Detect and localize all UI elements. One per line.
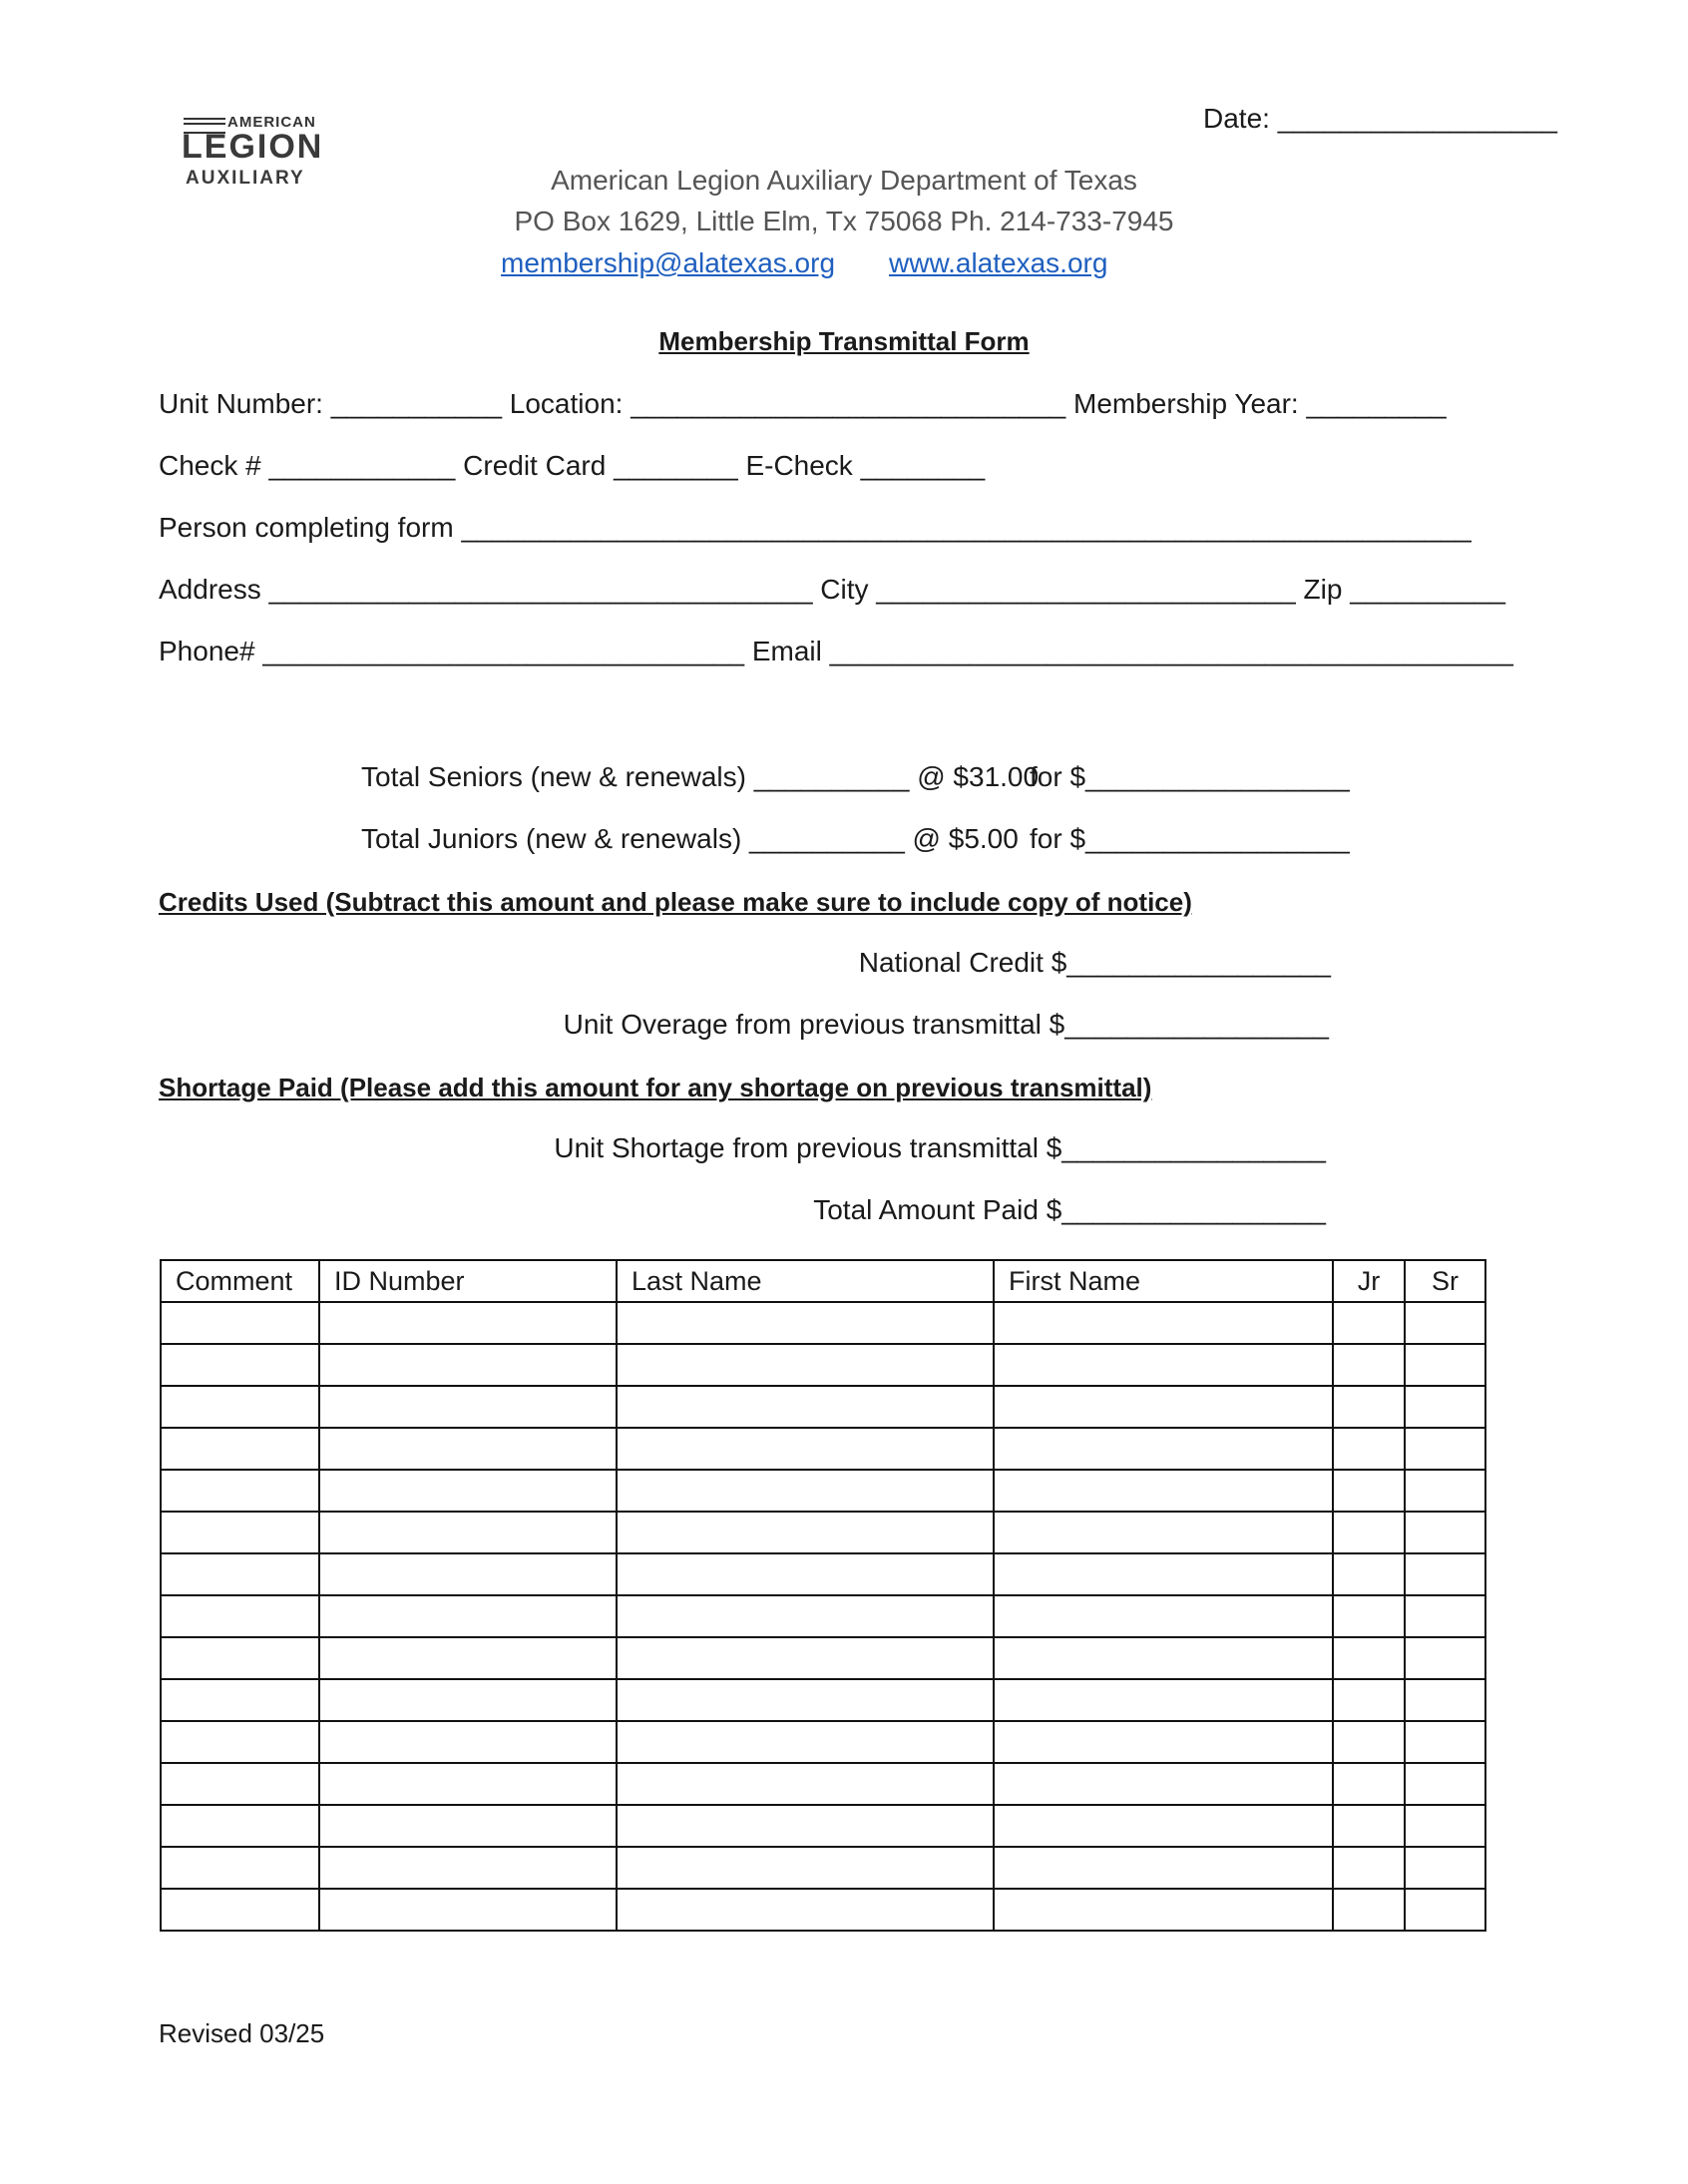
table-cell[interactable] [1333,1512,1405,1553]
org-name: American Legion Auxiliary Department of Texas [551,165,1137,196]
table-row [161,1679,1485,1721]
total-juniors-amount[interactable]: for $_________________ [1030,823,1350,854]
table-cell[interactable] [1405,1344,1485,1386]
column-header-jr: Jr [1333,1260,1405,1302]
table-cell[interactable] [994,1847,1333,1889]
table-cell[interactable] [617,1512,994,1553]
member-table [160,1259,1486,1932]
logo-line-legion: LEGION [182,128,324,166]
national-credit-field[interactable]: National Credit $_________________ [858,947,1331,978]
table-cell[interactable] [994,1470,1333,1512]
table-row [161,1595,1485,1637]
table-cell[interactable] [161,1721,319,1763]
table-cell[interactable] [1405,1889,1485,1931]
table-cell[interactable] [617,1302,994,1344]
table-header-row [161,1260,1485,1302]
table-cell[interactable] [161,1344,319,1386]
table-cell[interactable] [617,1763,994,1805]
table-cell[interactable] [994,1386,1333,1428]
table-cell[interactable] [1333,1428,1405,1470]
table-cell[interactable] [161,1512,319,1553]
table-cell[interactable] [994,1889,1333,1931]
table-cell[interactable] [1333,1889,1405,1931]
table-cell[interactable] [994,1553,1333,1595]
table-cell[interactable] [1405,1512,1485,1553]
person-completing-field[interactable]: Person completing form _________________________________________________________________ [159,512,1472,543]
column-header-id-number: ID Number [319,1260,617,1302]
table-cell[interactable] [994,1302,1333,1344]
table-cell[interactable] [617,1889,994,1931]
table-row [161,1553,1485,1595]
shortage-paid-heading: Shortage Paid (Please add this amount for any shortage on previous transmittal) [159,1073,1152,1102]
table-cell[interactable] [1405,1637,1485,1679]
table-cell[interactable] [319,1553,617,1595]
table-cell[interactable] [1405,1386,1485,1428]
table-cell[interactable] [1405,1847,1485,1889]
table-row [161,1428,1485,1470]
table-cell[interactable] [161,1386,319,1428]
table-cell[interactable] [1405,1721,1485,1763]
table-cell[interactable] [319,1763,617,1805]
table-row [161,1763,1485,1805]
table-row [161,1637,1485,1679]
table-cell[interactable] [994,1512,1333,1553]
total-seniors-field[interactable]: Total Seniors (new & renewals) __________ @ $31.00 [361,761,1040,792]
table-cell[interactable] [1333,1721,1405,1763]
table-cell[interactable] [161,1302,319,1344]
table-cell[interactable] [617,1344,994,1386]
table-cell[interactable] [1333,1553,1405,1595]
column-header-last-name: Last Name [617,1260,994,1302]
table-cell[interactable] [319,1637,617,1679]
table-cell[interactable] [1333,1595,1405,1637]
table-cell[interactable] [617,1637,994,1679]
table-cell[interactable] [161,1595,319,1637]
table-cell[interactable] [994,1763,1333,1805]
table-cell[interactable] [1333,1344,1405,1386]
table-cell[interactable] [161,1428,319,1470]
table-cell[interactable] [161,1470,319,1512]
total-juniors-field[interactable]: Total Juniors (new & renewals) __________ @ $5.00 [361,823,1019,854]
email-link[interactable]: membership@alatexas.org [501,247,836,278]
table-cell[interactable] [161,1553,319,1595]
table-cell[interactable] [617,1679,994,1721]
total-seniors-amount[interactable]: for $_________________ [1030,761,1350,792]
date-field[interactable]: Date: __________________ [1203,103,1558,134]
table-row [161,1344,1485,1386]
table-cell[interactable] [1333,1679,1405,1721]
table-cell[interactable] [994,1721,1333,1763]
table-cell[interactable] [994,1344,1333,1386]
table-cell[interactable] [617,1470,994,1512]
website-link[interactable]: www.alatexas.org [889,247,1108,278]
table-row [161,1512,1485,1553]
table-cell[interactable] [319,1386,617,1428]
table-cell[interactable] [319,1679,617,1721]
table-cell[interactable] [994,1637,1333,1679]
table-row [161,1805,1485,1847]
column-header-sr: Sr [1405,1260,1485,1302]
table-cell[interactable] [319,1721,617,1763]
table-cell[interactable] [1333,1847,1405,1889]
table-cell[interactable] [161,1679,319,1721]
table-cell[interactable] [994,1595,1333,1637]
table-row [161,1721,1485,1763]
table-cell[interactable] [1333,1763,1405,1805]
table-cell[interactable] [617,1386,994,1428]
table-cell[interactable] [319,1512,617,1553]
org-address: PO Box 1629, Little Elm, Tx 75068 Ph. 214-733-7945 [514,206,1174,236]
table-cell[interactable] [617,1428,994,1470]
column-header-first-name: First Name [994,1260,1333,1302]
table-cell[interactable] [319,1847,617,1889]
table-cell[interactable] [319,1805,617,1847]
table-cell[interactable] [319,1595,617,1637]
table-cell[interactable] [161,1889,319,1931]
table-cell[interactable] [319,1302,617,1344]
revision-note: Revised 03/25 [159,2018,325,2048]
table-cell[interactable] [617,1847,994,1889]
unit-location-year-fields[interactable]: Unit Number: ___________ Location: ____________________________ Membership Year: _________ [159,388,1447,419]
payment-method-fields[interactable]: Check # ____________ Credit Card ________ E-Check ________ [159,450,986,481]
table-row [161,1386,1485,1428]
logo-line-auxiliary: AUXILIARY [186,168,305,189]
table-cell[interactable] [994,1805,1333,1847]
phone-email-fields[interactable]: Phone# _______________________________ Email ____________________________________________ [159,636,1513,666]
table-cell[interactable] [1405,1553,1485,1595]
form-title: Membership Transmittal Form [658,326,1030,356]
member-table-body [161,1302,1485,1931]
table-cell[interactable] [1333,1302,1405,1344]
table-cell[interactable] [994,1679,1333,1721]
table-cell[interactable] [1333,1637,1405,1679]
total-amount-paid-field[interactable]: Total Amount Paid $_________________ [813,1194,1326,1225]
table-cell[interactable] [161,1847,319,1889]
table-cell[interactable] [161,1805,319,1847]
table-cell[interactable] [617,1805,994,1847]
table-cell[interactable] [1333,1386,1405,1428]
table-cell[interactable] [319,1428,617,1470]
table-cell[interactable] [1405,1595,1485,1637]
table-cell[interactable] [617,1595,994,1637]
address-city-zip-fields[interactable]: Address ___________________________________ City ___________________________ Zip __________ [159,574,1505,605]
table-cell[interactable] [1405,1763,1485,1805]
table-cell[interactable] [1405,1302,1485,1344]
table-cell[interactable] [617,1553,994,1595]
table-cell[interactable] [1333,1805,1405,1847]
table-cell[interactable] [319,1344,617,1386]
logo-line-american: AMERICAN [227,114,316,131]
column-header-comment: Comment [161,1260,319,1302]
table-row [161,1470,1485,1512]
table-row [161,1302,1485,1344]
table-cell[interactable] [1405,1679,1485,1721]
table-row [161,1847,1485,1889]
table-cell[interactable] [617,1721,994,1763]
table-cell[interactable] [319,1889,617,1931]
table-cell[interactable] [994,1428,1333,1470]
unit-shortage-field[interactable]: Unit Shortage from previous transmittal $_________________ [554,1132,1326,1163]
table-row [161,1889,1485,1931]
credits-used-heading: Credits Used (Subtract this amount and please make sure to include copy of notice) [159,887,1192,917]
table-cell[interactable] [1405,1470,1485,1512]
table-cell[interactable] [1405,1805,1485,1847]
table-cell[interactable] [161,1763,319,1805]
table-cell[interactable] [1405,1428,1485,1470]
table-cell[interactable] [161,1637,319,1679]
table-cell[interactable] [319,1470,617,1512]
unit-overage-field[interactable]: Unit Overage from previous transmittal $_________________ [563,1009,1329,1040]
table-cell[interactable] [1333,1470,1405,1512]
